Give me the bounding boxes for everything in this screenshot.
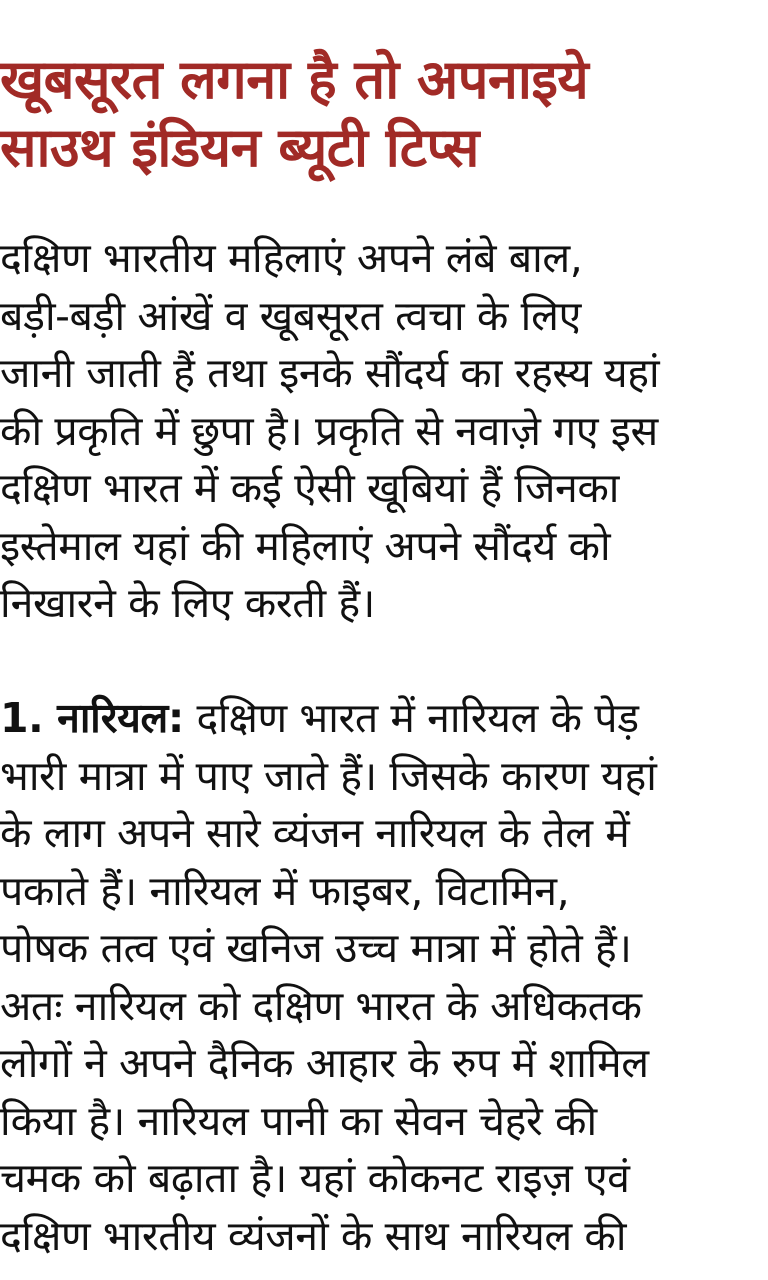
coconut-section-paragraph bbox=[0, 690, 768, 1265]
intro-paragraph bbox=[0, 230, 768, 633]
title-line: साउथ इंडियन ब्यूटी टिप्स bbox=[0, 116, 479, 179]
paragraph-line: लोगों ने अपने दैनिक आहार के रुप में शामिल bbox=[0, 1039, 649, 1087]
paragraph-line: अतः नारियल को दक्षिण भारत के अधिकतक bbox=[0, 981, 642, 1030]
paragraph-line: बड़ी-बड़ी आंखें व खूबसूरत त्वचा के लिए bbox=[0, 291, 581, 340]
paragraph-line: की प्रकृति में छुपा है। प्रकृति से नवाज़े गए इस bbox=[0, 406, 658, 455]
paragraph-line: निखारने के लिए करती हैं। bbox=[0, 579, 375, 627]
paragraph-line: दक्षिण भारतीय महिलाएं अपने लंबे बाल, bbox=[0, 234, 583, 282]
article-title bbox=[0, 46, 768, 182]
paragraph-line: किया है। नारियल पानी का सेवन चेहरे की bbox=[0, 1096, 597, 1145]
paragraph-line: पोषक तत्व एवं खनिज उच्च मात्रा में होते हैं। bbox=[0, 924, 632, 972]
paragraph-line: जानी जाती हैं तथा इनके सौंदर्य का रहस्य यहां bbox=[0, 349, 660, 397]
title-line: खूबसूरत लगना है तो अपनाइये bbox=[0, 48, 589, 111]
paragraph-line: चमक को बढ़ाता है। यहां कोकनट राइज़ एवं bbox=[0, 1154, 630, 1202]
paragraph-line: के लाग अपने सारे व्यंजन नारियल के तेल में bbox=[0, 809, 630, 857]
paragraph-line: दक्षिण भारत में कई ऐसी खूबियां हैं जिनका bbox=[0, 464, 620, 512]
paragraph-line: पकाते हैं। नारियल में फाइबर, विटामिन, bbox=[0, 866, 570, 915]
section-first-line-text: दक्षिण भारत में नारियल के पेड़ bbox=[183, 694, 639, 742]
paragraph-line: इस्तेमाल यहां की महिलाएं अपने सौंदर्य को bbox=[0, 521, 611, 570]
paragraph-line: दक्षिण भारतीय व्यंजनों के साथ नारियल की bbox=[0, 1211, 627, 1260]
paragraph-line bbox=[0, 690, 768, 748]
section-heading-coconut: 1. नारियल: bbox=[0, 694, 184, 742]
paragraph-line: भारी मात्रा में पाए जाते हैं। जिसके कारण यहां bbox=[0, 751, 657, 800]
